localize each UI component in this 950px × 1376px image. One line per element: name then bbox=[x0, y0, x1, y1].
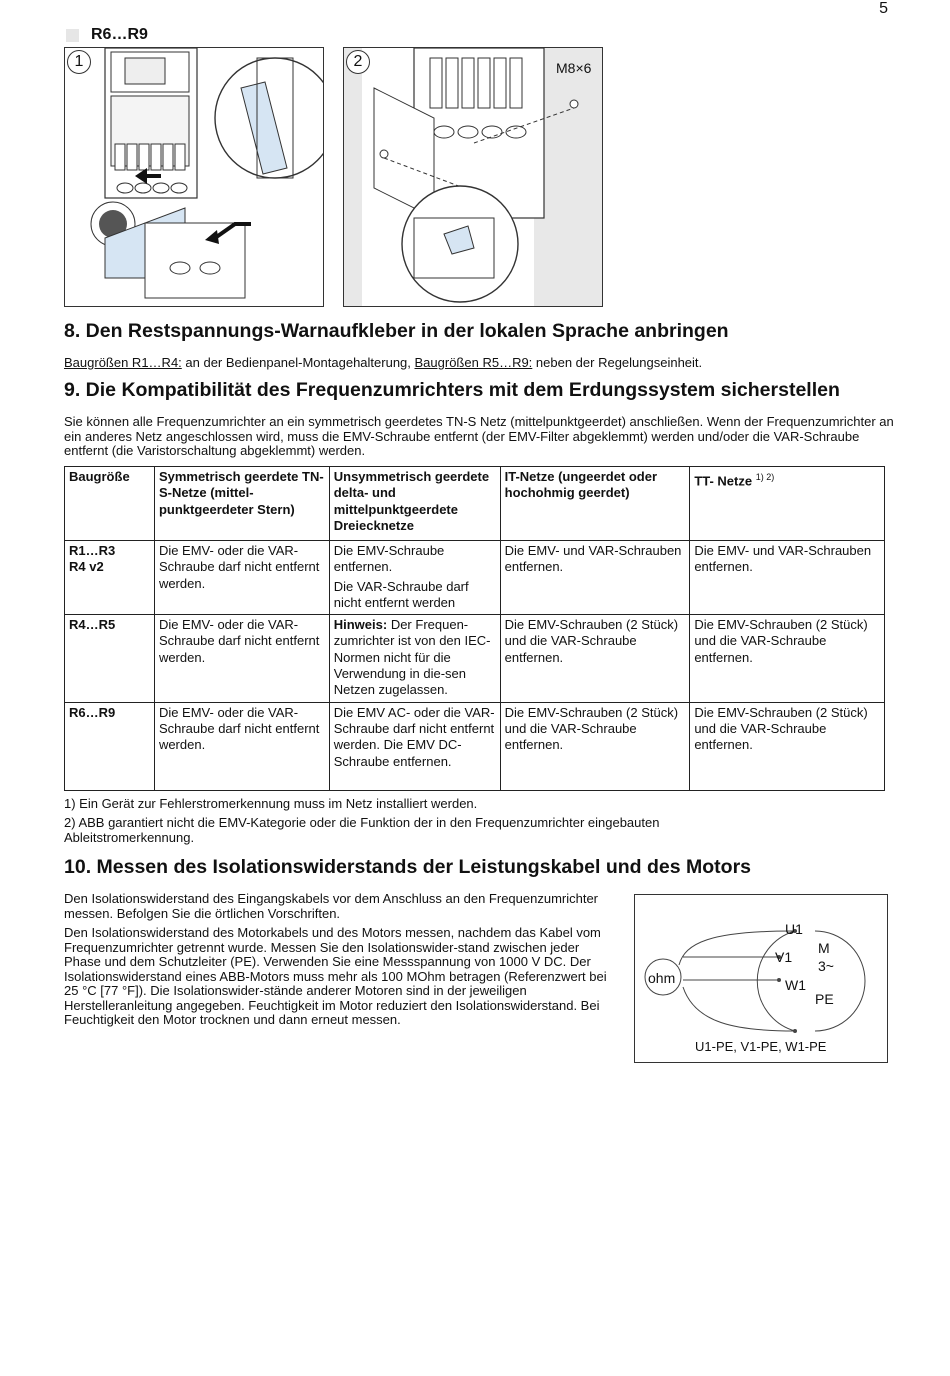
cell-tt: Die EMV-Schrauben (2 Stück) und die VAR-Schraube entfernen. bbox=[690, 615, 885, 702]
figure-number-2: 2 bbox=[346, 50, 370, 74]
table-row bbox=[65, 541, 885, 615]
motor-label: M bbox=[818, 940, 830, 956]
section-9-heading: 9. Die Kompatibilität des Frequenzumrichters mit dem Erdungssystem sicherstellen bbox=[64, 379, 840, 401]
cell-delta: Die EMV AC- oder die VAR-Schraube darf nicht entfernt werden. Die EMV DC-Schraube entfernen. bbox=[329, 702, 500, 790]
terminal-w1: W1 bbox=[785, 977, 806, 993]
page-number: 5 bbox=[879, 0, 888, 17]
table-row bbox=[65, 702, 885, 790]
cell-tn-s: Die EMV- oder die VAR-Schraube darf nicht entfernt werden. bbox=[154, 615, 329, 702]
link-sizes-r5-r9: Baugrößen R5…R9: bbox=[414, 355, 533, 370]
table-row bbox=[65, 615, 885, 702]
cell-tt: Die EMV- und VAR-Schrauben entfernen. bbox=[690, 541, 885, 615]
row-size-cell bbox=[65, 541, 155, 615]
row-size-a: R1…R3 bbox=[69, 543, 116, 558]
cell-delta-line2: Die VAR-Schraube darf nicht entfernt werden bbox=[333, 578, 469, 610]
cell-tt: Die EMV-Schrauben (2 Stück) und die VAR-Schraube entfernen. bbox=[690, 702, 885, 790]
cell-delta-line1: Die EMV-Schraube entfernen. bbox=[333, 543, 445, 575]
section-10-para-2: Den Isolationswiderstand des Motorkabels und des Motors messen, nachdem das Kabel vom Frequenzumrichter getrennt wurde. Messen Sie den Isolationswider-stand zwischen jeder Phase und dem Schutzleiter (PE). Verwenden Sie eine Messspannung von 1000 V DC. Der Isolationswiderstand eines ABB-Motors muss mehr als 100 MOhm betragen (Referenzwert bei 25 °C [77 °F]). Die Isolationswider-stände anderer Motoren sind in der jeweiligen Herstelleranleitung angegeben. Feuchtigkeit im Motor reduziert den Isolationswiderstand. Bei Feuchtigkeit den Motor trocknen und dann erneut messen. bbox=[64, 925, 607, 1027]
row-size-cell: R4…R5 bbox=[65, 615, 155, 702]
note-label: Hinweis: bbox=[333, 617, 388, 633]
row-size-cell: R6…R9 bbox=[65, 702, 155, 790]
section-8-heading: 8. Den Restspannungs-Warnaufkleber in der lokalen Sprache anbringen bbox=[64, 320, 729, 342]
terminal-u1: U1 bbox=[785, 921, 803, 937]
header-size: Baugröße bbox=[65, 467, 155, 541]
header-tt bbox=[690, 467, 885, 541]
subsection-heading bbox=[66, 26, 148, 44]
figure-1 bbox=[64, 47, 324, 307]
footnote-2: 2) ABB garantiert nicht die EMV-Kategorie oder die Funktion der in den Frequenzumrichter eingebauten Ableitstromerkennung. bbox=[64, 815, 660, 845]
terminal-v1: V1 bbox=[775, 949, 793, 965]
bullet-square bbox=[66, 29, 79, 42]
cell-it: Die EMV-Schrauben (2 Stück) und die VAR-Schraube entfernen. bbox=[500, 702, 690, 790]
header-tt-label: TT- Netze bbox=[694, 473, 753, 489]
header-tn-s: Symmetrisch geerdete TN-S-Netze (mittel-punktgeerdeter Stern) bbox=[154, 467, 329, 541]
cell-it: Die EMV-Schrauben (2 Stück) und die VAR-Schraube entfernen. bbox=[500, 615, 690, 702]
header-it: IT-Netze (ungeerdet oder hochohmig geerdet) bbox=[500, 467, 690, 541]
footnote-1: 1) Ein Gerät zur Fehlerstromerkennung muss im Netz installiert werden. bbox=[64, 796, 478, 811]
insulation-measurement-diagram bbox=[634, 894, 888, 1063]
cell-delta bbox=[329, 615, 500, 702]
section-10-para-1: Den Isolationswiderstand des Eingangskabels vor dem Anschluss an den Frequenzumrichter messen. Befolgen Sie die örtlichen Vorschriften. bbox=[64, 891, 599, 921]
cell-tn-s: Die EMV- oder die VAR-Schraube darf nicht entfernt werden. bbox=[154, 702, 329, 790]
diagram-caption: U1-PE, V1-PE, W1-PE bbox=[695, 1039, 827, 1054]
section-9-intro: Sie können alle Frequenzumrichter an ein symmetrisch geerdetes TN-S Netz (mittelpunktgeerdet) anschließen. Wenn der Frequenzumrichter an ein anderes Netz angeschlossen wird, muss die EMV-Schraube entfernt (der EMV-Filter abgeklemmt) werden und/oder die VAR-Schraube entfernt (die Varistorschaltung abgeklemmt) werden. bbox=[64, 414, 894, 458]
terminal-pe: PE bbox=[815, 991, 834, 1007]
note-text: Der Frequen-zumrichter ist von den IEC-Normen nicht für die Verwendung in die-sen Netzen zugelassen. bbox=[333, 617, 491, 698]
table-header-row bbox=[65, 467, 885, 541]
subsection-label: R6…R9 bbox=[91, 26, 148, 43]
screw-label: M8×6 bbox=[556, 60, 592, 76]
figure-number-1: 1 bbox=[67, 50, 91, 74]
earthing-system-table bbox=[64, 466, 885, 791]
cell-delta bbox=[329, 541, 500, 615]
section-8-text-part1: an der Bedienpanel-Montagehalterung, bbox=[181, 355, 415, 370]
link-sizes-r1-r4: Baugrößen R1…R4: bbox=[64, 355, 182, 370]
ohm-meter-label: ohm bbox=[648, 970, 676, 986]
header-delta: Unsymmetrisch geerdete delta- und mittelpunktgeerdete Dreiecknetze bbox=[329, 467, 500, 541]
drive-cover-illustration-2 bbox=[344, 48, 602, 306]
row-size-b: R4 v2 bbox=[69, 559, 104, 575]
header-tt-footnote-ref: 1) 2) bbox=[755, 472, 775, 482]
cell-it: Die EMV- und VAR-Schrauben entfernen. bbox=[500, 541, 690, 615]
figure-2 bbox=[343, 47, 603, 307]
motor-phase-label: 3~ bbox=[818, 958, 834, 974]
cell-tn-s: Die EMV- oder die VAR-Schraube darf nicht entfernt werden. bbox=[154, 541, 329, 615]
drive-cover-illustration-1 bbox=[65, 48, 323, 306]
section-10-heading: 10. Messen des Isolationswiderstands der Leistungskabel und des Motors bbox=[64, 856, 752, 878]
section-8-text-part2: neben der Regelungseinheit. bbox=[532, 355, 703, 370]
section-8-text bbox=[64, 356, 894, 371]
